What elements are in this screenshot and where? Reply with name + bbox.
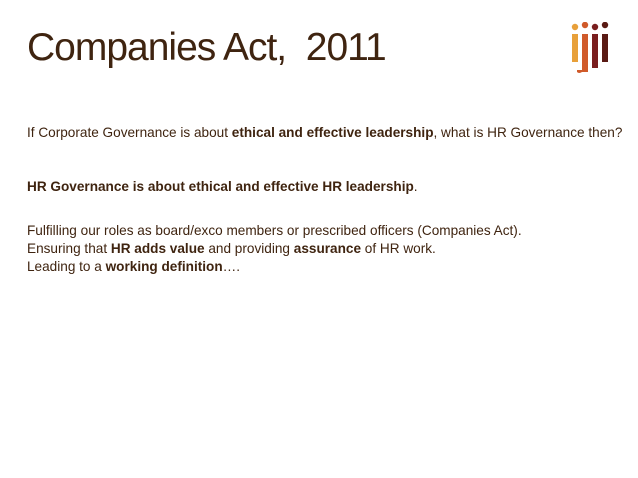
text-run: Ensuring that xyxy=(27,241,111,256)
logo-stem xyxy=(572,34,578,62)
bold-text-run: HR adds value xyxy=(110,241,205,256)
points-paragraph xyxy=(27,222,627,276)
logo-dot xyxy=(582,22,588,28)
logo-stem xyxy=(602,34,608,62)
intro-paragraph xyxy=(27,124,627,142)
text-run: Leading to a xyxy=(27,259,106,274)
text-run: , what is HR Governance then? xyxy=(433,125,623,140)
logo-dot xyxy=(572,24,578,30)
logo-stem xyxy=(592,34,598,68)
text-run: If Corporate Governance is about xyxy=(27,125,232,140)
text-run: . xyxy=(413,179,418,194)
bold-text-run: working definition xyxy=(105,259,223,274)
text-run: and providing xyxy=(204,241,294,256)
line-fulfilling-roles: Fulfilling our roles as board/exco members or prescribed officers (Companies Act). xyxy=(27,223,522,238)
logo-stem xyxy=(577,70,582,73)
logo-dot xyxy=(592,24,598,30)
bold-text-run: ethical and effective leadership xyxy=(231,125,434,140)
hr-governance-statement xyxy=(27,178,627,196)
text-run: of HR work. xyxy=(361,241,436,256)
bold-text-run: assurance xyxy=(293,241,362,256)
logo-stem xyxy=(582,34,588,72)
logo-dot xyxy=(602,22,608,28)
bold-text-run: HR Governance is about ethical and effective HR leadership xyxy=(27,179,414,194)
text-run: …. xyxy=(222,259,241,274)
slide-title: Companies Act, 2011 xyxy=(27,26,386,69)
ijii-logo-icon xyxy=(570,22,610,74)
